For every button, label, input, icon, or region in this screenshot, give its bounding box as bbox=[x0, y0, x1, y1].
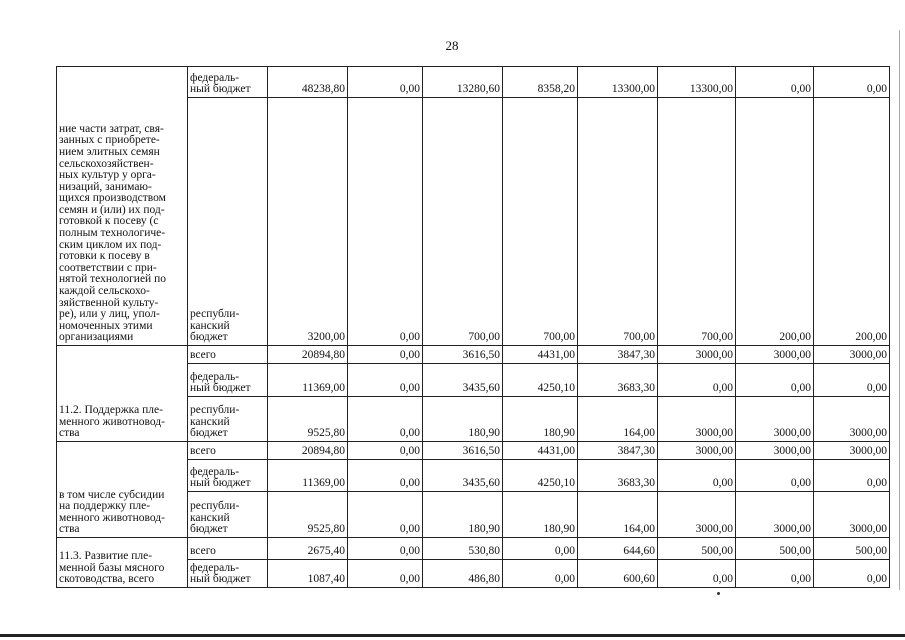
row-description-text: 11.3. Развитие пле- менной базы мясного скотоводства, всего bbox=[59, 550, 165, 586]
amount-cell: 3000,00 bbox=[736, 346, 814, 364]
amount-cell: 13300,00 bbox=[658, 67, 736, 98]
amount-cell: 500,00 bbox=[814, 538, 890, 560]
amount-cell: 0,00 bbox=[658, 560, 736, 588]
funding-source-label: республи- канский бюджет bbox=[190, 500, 240, 536]
amount-cell: 9525,80 bbox=[268, 397, 348, 442]
row-description-text: 11.2. Поддержка пле- менного животновод- ства bbox=[59, 404, 165, 440]
amount-cell: 0,00 bbox=[348, 492, 423, 538]
amount-cell: 3000,00 bbox=[736, 442, 814, 460]
amount-cell: 500,00 bbox=[736, 538, 814, 560]
amount-cell: 3847,30 bbox=[578, 346, 658, 364]
amount-cell: 4431,00 bbox=[503, 442, 578, 460]
amount-cell: 200,00 bbox=[736, 98, 814, 346]
amount-cell: 0,00 bbox=[348, 98, 423, 346]
amount-cell: 3000,00 bbox=[814, 492, 890, 538]
amount-cell: 3000,00 bbox=[736, 397, 814, 442]
amount-cell: 0,00 bbox=[348, 560, 423, 588]
funding-source-label: всего bbox=[190, 545, 216, 558]
amount-cell: 0,00 bbox=[658, 460, 736, 492]
amount-cell: 700,00 bbox=[578, 98, 658, 346]
amount-cell: 0,00 bbox=[736, 67, 814, 98]
amount-cell: 0,00 bbox=[814, 460, 890, 492]
funding-source bbox=[188, 442, 268, 460]
amount-cell: 0,00 bbox=[348, 346, 423, 364]
amount-cell: 180,90 bbox=[503, 397, 578, 442]
amount-cell: 20894,80 bbox=[268, 346, 348, 364]
amount-cell: 0,00 bbox=[348, 364, 423, 397]
row-description bbox=[57, 346, 188, 442]
funding-source bbox=[188, 364, 268, 397]
amount-cell: 0,00 bbox=[503, 560, 578, 588]
amount-cell: 180,90 bbox=[423, 397, 503, 442]
amount-cell: 4250,10 bbox=[503, 364, 578, 397]
funding-source bbox=[188, 346, 268, 364]
funding-source bbox=[188, 67, 268, 98]
amount-cell: 9525,80 bbox=[268, 492, 348, 538]
funding-source-label: всего bbox=[190, 445, 216, 458]
amount-cell: 3000,00 bbox=[814, 397, 890, 442]
funding-source-label: федераль- ный бюджет bbox=[190, 561, 251, 586]
amount-cell: 0,00 bbox=[736, 560, 814, 588]
table-row bbox=[57, 442, 890, 460]
amount-cell: 180,90 bbox=[423, 492, 503, 538]
funding-source-label: федераль- ный бюджет bbox=[190, 465, 251, 490]
amount-cell: 3435,60 bbox=[423, 460, 503, 492]
amount-cell: 13280,60 bbox=[423, 67, 503, 98]
amount-cell: 500,00 bbox=[658, 538, 736, 560]
funding-source bbox=[188, 397, 268, 442]
amount-cell: 700,00 bbox=[423, 98, 503, 346]
funding-source-label: республи- канский бюджет bbox=[190, 404, 240, 440]
amount-cell: 3616,50 bbox=[423, 346, 503, 364]
amount-cell: 4431,00 bbox=[503, 346, 578, 364]
amount-cell: 3000,00 bbox=[658, 442, 736, 460]
funding-source-label: федераль- ный бюджет bbox=[190, 71, 251, 96]
page-number: 28 bbox=[445, 38, 459, 53]
amount-cell: 180,90 bbox=[503, 492, 578, 538]
amount-cell: 0,00 bbox=[658, 364, 736, 397]
amount-cell: 3683,30 bbox=[578, 460, 658, 492]
amount-cell: 700,00 bbox=[503, 98, 578, 346]
amount-cell: 0,00 bbox=[736, 460, 814, 492]
amount-cell: 0,00 bbox=[348, 67, 423, 98]
table-row bbox=[57, 538, 890, 560]
amount-cell: 530,80 bbox=[423, 538, 503, 560]
budget-table-body bbox=[57, 67, 890, 588]
row-description bbox=[57, 538, 188, 588]
amount-cell: 4250,10 bbox=[503, 460, 578, 492]
amount-cell: 3000,00 bbox=[658, 492, 736, 538]
amount-cell: 3847,30 bbox=[578, 442, 658, 460]
amount-cell: 3200,00 bbox=[268, 98, 348, 346]
amount-cell: 0,00 bbox=[348, 460, 423, 492]
amount-cell: 3000,00 bbox=[658, 346, 736, 364]
funding-source-label: всего bbox=[190, 349, 216, 362]
scan-edge-mark bbox=[899, 30, 900, 590]
amount-cell: 644,60 bbox=[578, 538, 658, 560]
funding-source bbox=[188, 538, 268, 560]
amount-cell: 600,60 bbox=[578, 560, 658, 588]
amount-cell: 0,00 bbox=[814, 560, 890, 588]
amount-cell: 8358,20 bbox=[503, 67, 578, 98]
row-description-text: ние части затрат, свя- занных с приобрете- нием элитных семян сельскохозяйствен- ных культур у орга- низаций, занимаю- щихся производством семян и (или) их под- готовкой к посеву (с полным технологиче- ским циклом их под- готовки к посеву в соответствии с при- нятой технологией по каждой сельскохо- зяйственной культу- ре), или у лиц, упол- номоченных этими организациями bbox=[59, 122, 166, 344]
amount-cell: 3000,00 bbox=[736, 492, 814, 538]
funding-source-label: федераль- ный бюджет bbox=[190, 370, 251, 395]
amount-cell: 3435,60 bbox=[423, 364, 503, 397]
amount-cell: 486,80 bbox=[423, 560, 503, 588]
amount-cell: 164,00 bbox=[578, 492, 658, 538]
amount-cell: 0,00 bbox=[348, 442, 423, 460]
amount-cell: 200,00 bbox=[814, 98, 890, 346]
funding-source bbox=[188, 98, 268, 346]
amount-cell: 2675,40 bbox=[268, 538, 348, 560]
amount-cell: 11369,00 bbox=[268, 364, 348, 397]
amount-cell: 0,00 bbox=[814, 364, 890, 397]
amount-cell: 3000,00 bbox=[658, 397, 736, 442]
funding-source bbox=[188, 492, 268, 538]
amount-cell: 164,00 bbox=[578, 397, 658, 442]
funding-source bbox=[188, 460, 268, 492]
table-row bbox=[57, 346, 890, 364]
amount-cell: 700,00 bbox=[658, 98, 736, 346]
amount-cell: 0,00 bbox=[503, 538, 578, 560]
amount-cell: 3000,00 bbox=[814, 442, 890, 460]
amount-cell: 1087,40 bbox=[268, 560, 348, 588]
row-description bbox=[57, 442, 188, 538]
row-description bbox=[57, 67, 188, 346]
amount-cell: 48238,80 bbox=[268, 67, 348, 98]
amount-cell: 3000,00 bbox=[814, 346, 890, 364]
row-description-text: в том числе субсидии на поддержку пле- менного животновод- ства bbox=[59, 488, 165, 536]
table-row bbox=[57, 67, 890, 98]
funding-source bbox=[188, 560, 268, 588]
amount-cell: 3683,30 bbox=[578, 364, 658, 397]
scan-speck bbox=[717, 592, 720, 595]
page-bottom-rule bbox=[0, 634, 905, 637]
funding-source-label: республи- канский бюджет bbox=[190, 308, 240, 344]
budget-table bbox=[56, 66, 890, 588]
amount-cell: 20894,80 bbox=[268, 442, 348, 460]
amount-cell: 3616,50 bbox=[423, 442, 503, 460]
amount-cell: 13300,00 bbox=[578, 67, 658, 98]
amount-cell: 0,00 bbox=[348, 538, 423, 560]
amount-cell: 0,00 bbox=[814, 67, 890, 98]
amount-cell: 0,00 bbox=[736, 364, 814, 397]
amount-cell: 11369,00 bbox=[268, 460, 348, 492]
amount-cell: 0,00 bbox=[348, 397, 423, 442]
